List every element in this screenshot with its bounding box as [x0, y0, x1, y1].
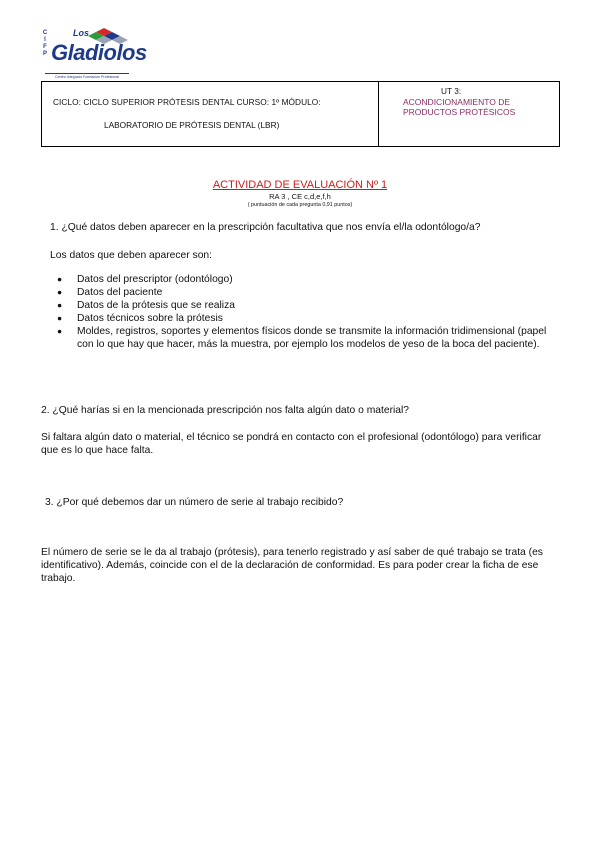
list-item: ● Moldes, registros, soportes y elementos físicos donde se transmite la información tridimensional (papel con lo que hay que hacer, más la muestra, por ejemplo los modelos de yeso de la boca del paciente).: [57, 325, 557, 351]
list-item: ● Datos de la prótesis que se realiza: [57, 299, 557, 312]
list-item: ● Datos del prescriptor (odontólogo): [57, 273, 557, 286]
activity-title: ACTIVIDAD DE EVALUACIÓN Nº 1: [212, 179, 388, 191]
answer-1-list: [57, 273, 557, 351]
logo-tagline: Centro Integrado Formación Profesional: [45, 73, 129, 79]
answer-2: Si faltara algún dato o material, el técnico se pondrá en contacto con el profesional (odontólogo) para verificar que es lo que hace falta.: [41, 432, 542, 456]
unit-label: UT 3:: [441, 86, 462, 96]
list-item: ● Datos técnicos sobre la prótesis: [57, 312, 557, 325]
logo-prefix: Los: [73, 28, 90, 38]
answer-1-intro: Los datos que deben aparecer son:: [50, 250, 213, 261]
question-2: 2. ¿Qué harías si en la mencionada prescripción nos falta algún dato o material?: [41, 405, 410, 416]
logo-name: Gladiolos: [51, 40, 147, 65]
question-3: 3. ¿Por qué debemos dar un número de serie al trabajo recibido?: [45, 497, 344, 508]
activity-scoring: ( puntuación de cada pregunta 0,91 puntos): [247, 202, 353, 208]
activity-criteria: RA 3 , CE c,d,e,f,h: [269, 192, 331, 201]
logo-vertical-text: C I F P: [42, 30, 48, 57]
question-1: 1. ¿Qué datos deben aparecer en la prescripción facultativa que nos envía el/la odontólogo/a?: [50, 222, 481, 233]
header-module-line: LABORATORIO DE PRÓTESIS DENTAL (LBR): [104, 120, 280, 130]
unit-title: ACONDICIONAMIENTO DE PRODUCTOS PROTÉSICOS: [403, 97, 516, 117]
list-item: ● Datos del paciente: [57, 286, 557, 299]
header-course-line: CICLO: CICLO SUPERIOR PRÓTESIS DENTAL CURSO: 1º MÓDULO:: [53, 97, 321, 107]
header-divider: [378, 81, 379, 147]
answer-3: El número de serie se le da al trabajo (prótesis), para tenerlo registrado y así saber de qué trabajo se trata (es identificativo). Además, coincide con el de la declaración de conformidad. Es para poder crear la ficha de ese trabajo.: [41, 547, 543, 584]
